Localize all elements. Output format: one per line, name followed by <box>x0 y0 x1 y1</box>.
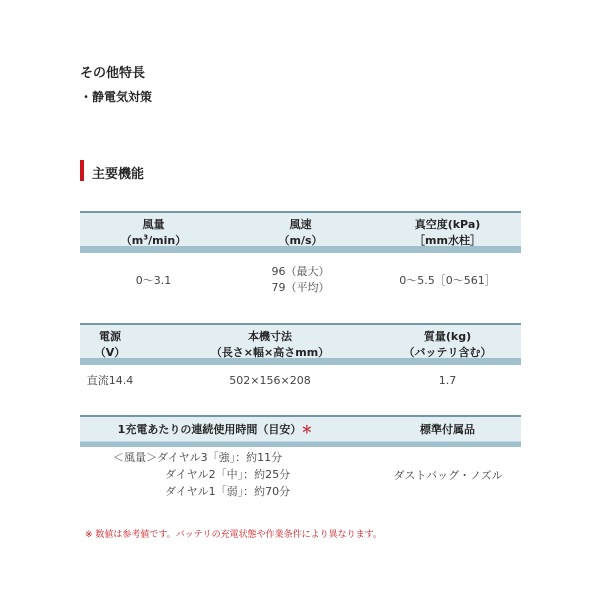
footnote: ※ 数値は参考値です。バッテリの充電状態や作業条件により異なります。 <box>85 530 382 540</box>
header-runtime <box>80 422 350 438</box>
value-wind-speed <box>227 264 374 296</box>
header-dimensions <box>180 329 360 361</box>
header-weight <box>374 329 521 361</box>
value-wind-speed-avg: 79（平均） <box>271 281 330 294</box>
header-vacuum <box>374 217 521 249</box>
other-features-title: その他特長 <box>80 66 146 81</box>
runtime-line-dial3: ＜風量＞ダイヤル3「強」：約11分 <box>113 451 283 464</box>
header-weight-label: 質量(kg) <box>423 330 472 343</box>
value-power: 直流14.4 <box>86 374 134 387</box>
feature-item-antistatic: ・静電気対策 <box>80 90 153 104</box>
header-dimensions-label: 本機寸法 <box>248 330 292 343</box>
value-dimensions: 502×156×208 <box>229 374 311 387</box>
value-vacuum: 0～5.5［0～561］ <box>399 274 496 287</box>
header-wind-speed <box>227 217 374 249</box>
header-weight-unit: （バッテリ含む） <box>403 346 492 359</box>
main-specs-heading: 主要機能 <box>92 167 145 182</box>
value-wind-speed-max: 96（最大） <box>271 265 330 278</box>
header-vacuum-unit: ［mm水柱］ <box>414 234 481 247</box>
header-wind-speed-unit: （m/s） <box>278 234 323 247</box>
header-wind-speed-label: 風速 <box>289 218 312 231</box>
header-airflow-unit: $(m^3/\min)$ <box>120 233 187 247</box>
runtime-line-dial2: ダイヤル2「中」：約25分 <box>165 468 291 481</box>
runtime-asterisk: ＊ <box>301 423 313 436</box>
header-vacuum-label: 真空度(kPa) <box>414 218 481 231</box>
value-accessories: ダストバッグ・ノズル <box>393 469 503 482</box>
header-power <box>80 329 140 361</box>
header-airflow <box>80 217 227 249</box>
value-airflow: 0～3.1 <box>135 274 172 287</box>
header-power-label: 電源 <box>99 330 121 343</box>
header-power-unit: （V） <box>94 346 126 359</box>
heading-accent-bar <box>80 160 84 181</box>
header-runtime-label: 1充電あたりの連続使用時間（目安） <box>117 423 302 436</box>
value-weight: 1.7 <box>438 374 457 387</box>
header-airflow-label: 風量 <box>142 218 165 231</box>
runtime-line-dial1: ダイヤル1「弱」：約70分 <box>165 485 291 498</box>
header-accessories: 標準付属品 <box>420 423 475 436</box>
header-dimensions-unit: （長さ×幅×高さmm） <box>210 346 330 359</box>
